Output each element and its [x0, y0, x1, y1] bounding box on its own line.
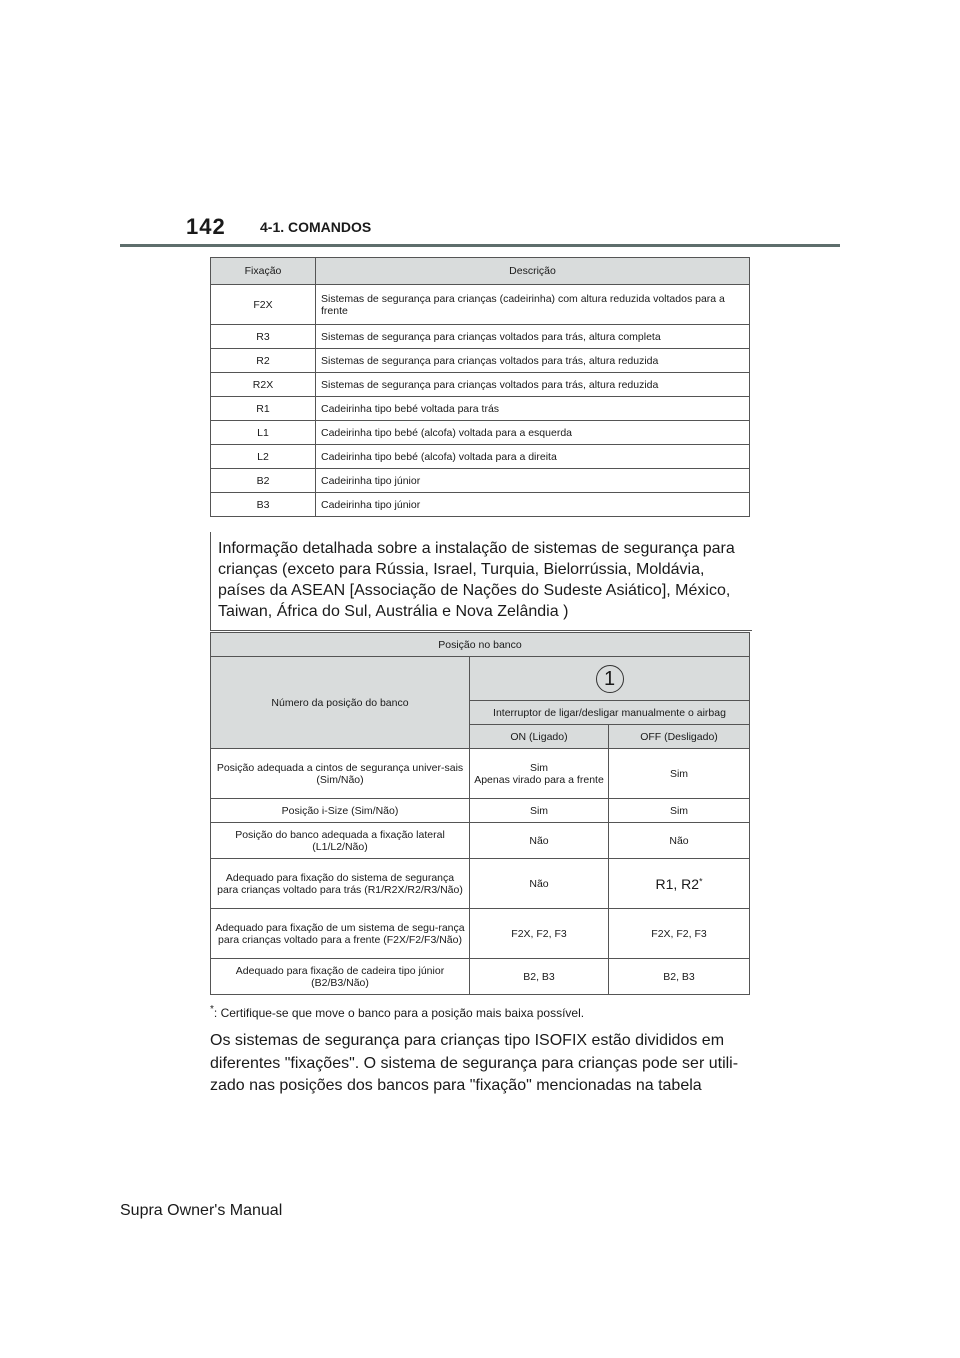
on-value: B2, B3: [470, 959, 609, 995]
fixation-description: Cadeirinha tipo júnior: [316, 493, 750, 517]
row-label: Adequado para fixação de cadeira tipo júnior (B2/B3/Não): [211, 959, 470, 995]
fixation-code: B2: [211, 469, 316, 493]
on-value: Sim Apenas virado para a frente: [470, 749, 609, 799]
table-row: [211, 493, 750, 517]
table-row: [211, 959, 750, 995]
column-header-fixation: Fixação: [211, 258, 316, 285]
seat-number-circle-icon: 1: [596, 665, 624, 693]
table-title: Posição no banco: [211, 633, 750, 657]
row-label: Adequado para fixação do sistema de segurança para crianças voltado para trás (R1/R2X/R2/R3/Não): [211, 859, 470, 909]
fixation-code: F2X: [211, 285, 316, 325]
airbag-switch-label: Interruptor de ligar/desligar manualmente o airbag: [470, 701, 750, 725]
table-row: [211, 397, 750, 421]
off-value: [609, 859, 750, 909]
off-value-text: R1, R2: [655, 875, 700, 892]
row-label: Posição adequada a cintos de segurança univer-sais (Sim/Não): [211, 749, 470, 799]
column-header-description: Descrição: [316, 258, 750, 285]
fixation-table: [210, 257, 750, 517]
seat-number-label: Número da posição do banco: [211, 657, 470, 749]
off-value: Sim: [609, 799, 750, 823]
table-row: [211, 909, 750, 959]
off-value: Não: [609, 823, 750, 859]
fixation-code: R3: [211, 325, 316, 349]
off-value: F2X, F2, F3: [609, 909, 750, 959]
off-value: B2, B3: [609, 959, 750, 995]
table-row: [211, 421, 750, 445]
section-title: 4-1. COMANDOS: [260, 219, 372, 235]
table-row: [211, 445, 750, 469]
manual-name: Supra Owner's Manual: [120, 1202, 283, 1219]
info-heading: Informação detalhada sobre a instalação de sistemas de segurança para crianças (exceto para Rússia, Israel, Turquia, Bielorrússia, Moldávia, países da ASEAN [Associação de Nações do Sudeste Asiático], México, Taiwan, África do Sul, Austrália e Nova Zelândia ): [210, 532, 752, 631]
table-row: [211, 349, 750, 373]
fixation-description: Sistemas de segurança para crianças (cadeirinha) com altura reduzida voltados para a frente: [316, 285, 750, 325]
fixation-code: R1: [211, 397, 316, 421]
table-row: [211, 799, 750, 823]
off-value: Sim: [609, 749, 750, 799]
footnote-marker: *: [210, 1004, 214, 1015]
row-label: Posição do banco adequada a fixação lateral (L1/L2/Não): [211, 823, 470, 859]
fixation-description: Cadeirinha tipo bebé (alcofa) voltada para a esquerda: [316, 421, 750, 445]
row-label: Adequado para fixação de um sistema de segu-rança para crianças voltado para a frente (F2X/F2/F3/Não): [211, 909, 470, 959]
fixation-code: L1: [211, 421, 316, 445]
table-row: [211, 823, 750, 859]
on-value: Não: [470, 859, 609, 909]
footnote-text: : Certifique-se que move o banco para a posição mais baixa possível.: [213, 1006, 585, 1020]
fixation-description: Sistemas de segurança para crianças voltados para trás, altura completa: [316, 325, 750, 349]
fixation-code: L2: [211, 445, 316, 469]
table-row: [211, 469, 750, 493]
table-row: [211, 285, 750, 325]
footnote-marker: *: [699, 876, 703, 886]
table-row: [211, 749, 750, 799]
body-paragraph: Os sistemas de segurança para crianças tipo ISOFIX estão divididos em diferentes "fixações". O sistema de segurança para crianças pode ser utili-zado nas posições dos bancos para "fixação" mencionadas na tabela: [210, 1032, 739, 1094]
on-value: Sim: [470, 799, 609, 823]
header-divider: [120, 244, 840, 247]
fixation-description: Cadeirinha tipo bebé (alcofa) voltada para a direita: [316, 445, 750, 469]
on-value: Não: [470, 823, 609, 859]
on-label: ON (Ligado): [470, 725, 609, 749]
table-row: [211, 859, 750, 909]
footnote: [210, 1004, 584, 1020]
fixation-code: R2X: [211, 373, 316, 397]
fixation-description: Cadeirinha tipo bebé voltada para trás: [316, 397, 750, 421]
fixation-code: R2: [211, 349, 316, 373]
fixation-code: B3: [211, 493, 316, 517]
fixation-description: Sistemas de segurança para crianças voltados para trás, altura reduzida: [316, 373, 750, 397]
on-value: F2X, F2, F3: [470, 909, 609, 959]
table-row: [211, 325, 750, 349]
fixation-description: Sistemas de segurança para crianças voltados para trás, altura reduzida: [316, 349, 750, 373]
page-number: 142: [186, 214, 226, 239]
off-label: OFF (Desligado): [609, 725, 750, 749]
fixation-description: Cadeirinha tipo júnior: [316, 469, 750, 493]
seat-position-table: [210, 632, 750, 995]
seat-number-cell: [470, 657, 750, 701]
row-label: Posição i-Size (Sim/Não): [211, 799, 470, 823]
table-row: [211, 373, 750, 397]
